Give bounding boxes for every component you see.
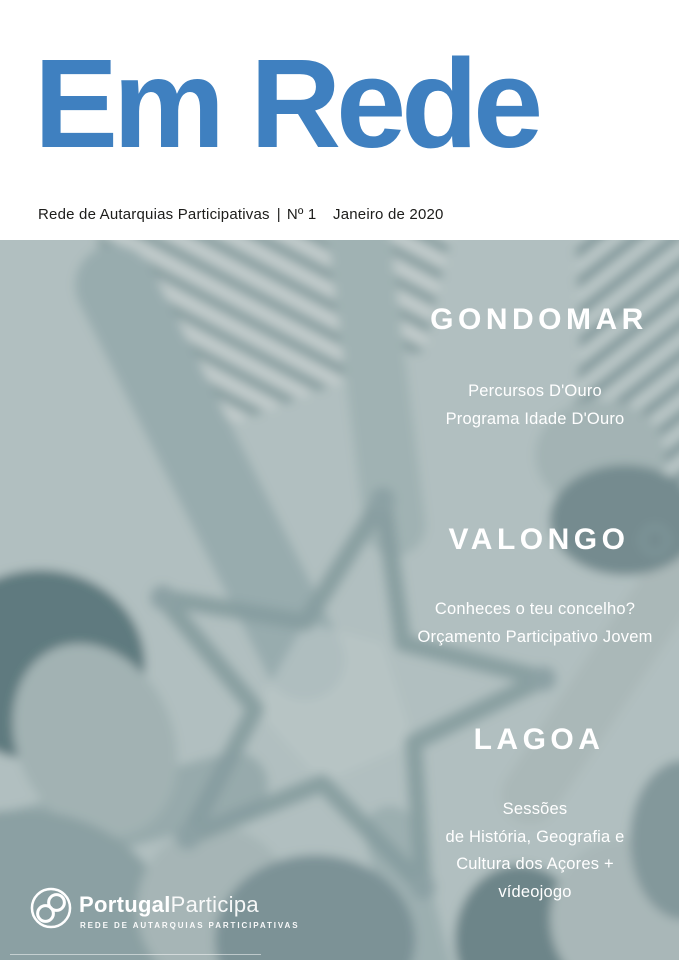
section-line: Orçamento Participativo Jovem xyxy=(417,627,653,646)
section-line: Conheces o teu concelho? xyxy=(434,600,636,618)
section-line: vídeojogo xyxy=(498,883,572,902)
issue-date: Janeiro de 2020 xyxy=(333,206,444,223)
brand-name-light: Participa xyxy=(170,892,259,917)
section-line: Sessões xyxy=(502,800,568,818)
section-line: de História, Geografia e xyxy=(445,827,625,846)
section-line: Programa Idade D'Ouro xyxy=(445,409,625,428)
infinity-loop-icon xyxy=(29,886,73,930)
brand-name xyxy=(79,892,259,918)
municipality-title-gondomar: GONDOMAR xyxy=(430,303,648,336)
series-name: Rede de Autarquias Participativas xyxy=(38,206,270,223)
masthead-meta xyxy=(38,206,316,223)
separator: | xyxy=(276,206,281,223)
page-title: Em Rede xyxy=(34,33,539,174)
municipality-title-lagoa: LAGOA xyxy=(473,723,605,756)
brand-tagline: REDE DE AUTARQUIAS PARTICIPATIVAS xyxy=(80,921,300,930)
footer-divider xyxy=(10,954,261,955)
brand-name-bold: Portugal xyxy=(79,892,171,917)
section-lines-valongo xyxy=(385,596,679,651)
issue-number: Nº 1 xyxy=(286,206,317,223)
section-lines-lagoa xyxy=(385,796,679,907)
municipality-title-valongo: VALONGO xyxy=(448,523,630,556)
section-line: Cultura dos Açores + xyxy=(456,855,614,874)
section-line: Percursos D'Ouro xyxy=(468,382,602,400)
section-lines-gondomar xyxy=(385,378,679,433)
